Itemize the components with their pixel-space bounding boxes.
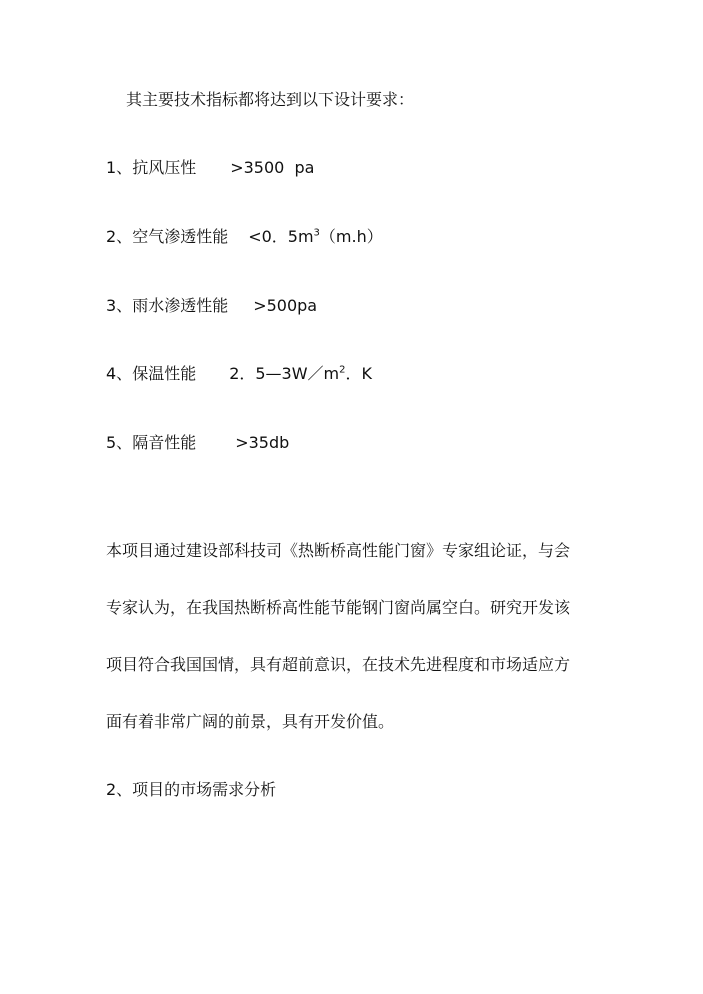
spec-number: 5、: [106, 433, 133, 452]
spec-value-exponent: 2: [339, 364, 346, 376]
spec-value-exponent: 3: [313, 227, 320, 239]
spec-value-main: <0．5m: [248, 227, 314, 246]
spec-value: [248, 227, 383, 247]
spec-item-insulation: [106, 364, 372, 384]
spec-item-rain-permeability: [106, 296, 317, 316]
section-heading: 2、项目的市场需求分析: [106, 780, 277, 799]
spec-value: >3500 pa: [230, 158, 315, 177]
spec-item-wind-pressure: [106, 158, 314, 178]
spec-item-sound-insulation: [106, 433, 289, 453]
paragraph-line: 面有着非常广阔的前景，具有开发价值。: [106, 712, 395, 731]
spec-value-unit: ．K: [345, 364, 373, 383]
intro-line: 其主要技术指标都将达到以下设计要求：: [126, 90, 415, 109]
spec-value-unit: （m.h）: [319, 227, 383, 246]
spec-number: 2、: [106, 227, 133, 246]
spec-number: 3、: [106, 296, 133, 315]
spec-name: 保温性能: [132, 364, 197, 383]
paragraph-line: 项目符合我国国情，具有超前意识，在技术先进程度和市场适应方: [106, 655, 571, 674]
spec-value-main: 2．5—3W／m: [229, 364, 340, 383]
spec-item-air-permeability: [106, 227, 383, 247]
spec-value: >35db: [235, 433, 290, 452]
paragraph-line: 本项目通过建设部科技司《热断桥高性能门窗》专家组论证，与会: [106, 541, 571, 560]
spec-name: 隔音性能: [132, 433, 197, 452]
spec-number: 1、: [106, 158, 133, 177]
spec-name: 空气渗透性能: [132, 227, 229, 246]
spec-name: 雨水渗透性能: [132, 296, 229, 315]
spec-name: 抗风压性: [132, 158, 197, 177]
spec-value: >500pa: [253, 296, 318, 315]
paragraph-line: 专家认为，在我国热断桥高性能节能钢门窗尚属空白。研究开发该: [106, 598, 571, 617]
spec-number: 4、: [106, 364, 133, 383]
spec-value: [229, 364, 372, 384]
